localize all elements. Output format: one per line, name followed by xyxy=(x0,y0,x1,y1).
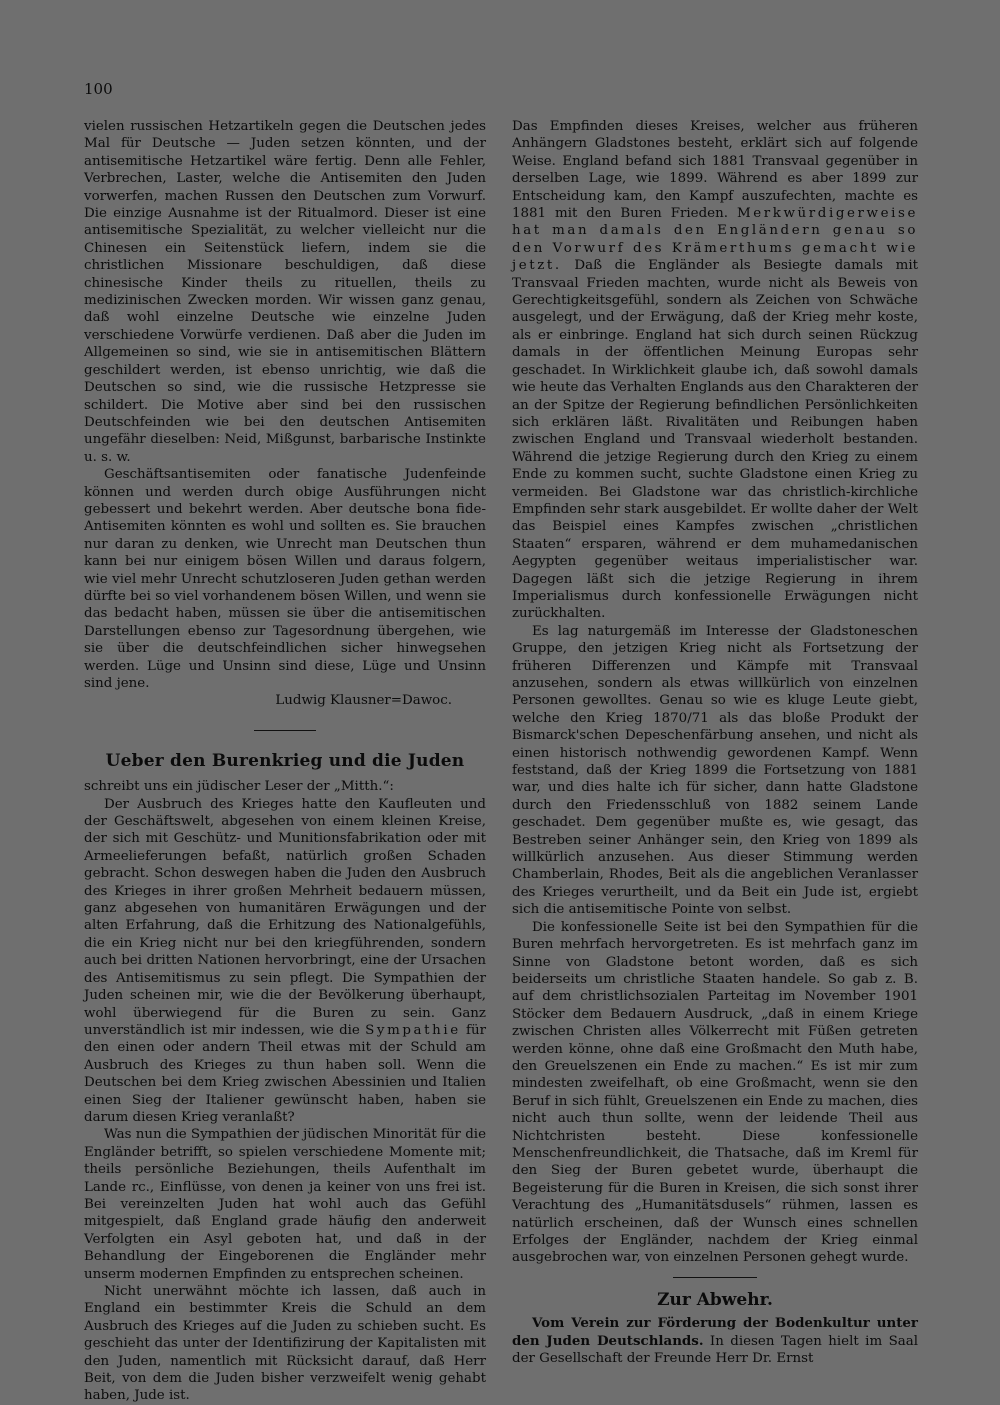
paragraph xyxy=(84,796,486,1127)
paragraph xyxy=(512,1315,918,1367)
paragraph: Geschäftsantisemiten oder fanatische Judenfeinde können und werden durch obige Ausführungen nicht gebessert und bekehrt werden. Aber deutsche bona fide-Antisemiten könnten es wohl und sollten es. Sie brauchen nur daran zu denken, wie Unrecht man Deutschen thun kann bei nur einigem bösen Willen und daraus folgern, wie viel mehr Unrecht schutzloseren Juden gethan werden dürfte bei so viel vorhandenem bösen Willen, und wenn sie das bedacht haben, müssen sie über die antisemitischen Darstellungen ebenso zur Tagesordnung übergehen, wie sie über die deutschfeindlichen sicher hinwegsehen werden. Lüge und Unsinn sind diese, Lüge und Unsinn sind jene. xyxy=(84,467,486,691)
text-run: In diesen Tagen hielt im Saal der Gesellschaft der Freunde Herr Dr. Ernst xyxy=(512,1333,918,1367)
page-number: 100 xyxy=(84,80,113,98)
paragraph: Es lag naturgemäß im Interesse der Gladstoneschen Gruppe, den jetzigen Krieg nicht als Fortsetzung der früheren Differenzen und Kämpfe mit Transvaal anzusehen, sondern als etwas willkürlich von einzelnen Personen gewolltes. Genau so wie es kluge Leute giebt, welche den Krieg 1870/71 als das bloße Produkt der Bismarck'schen Depeschenfärbung ansehen, und nicht als einen historisch nothwendig gewordenen Kampf. Wenn feststand, daß der Krieg 1899 die Fortsetzung von 1881 war, und dies halte ich für sicher, dann hatte Gladstone durch den Friedensschluß von 1882 seinem Lande geschadet. Dem gegenüber mußte es, wie gesagt, das Bestreben seiner Anhänger sein, den Krieg von 1899 als willkürlich anzusehen. Aus dieser Stimmung werden Chamberlain, Rhodes, Beit als die angeblichen Veranlasser des Krieges verurtheilt, und da Beit ein Jude ist, ergiebt sich die antisemitische Pointe von selbst. xyxy=(512,623,918,918)
paragraph: Die konfessionelle Seite ist bei den Sympathien für die Buren mehrfach hervorgetreten. Es ist mehrfach ganz im Sinne von Gladstone betont worden, daß es sich beiderseits um christliche Staaten handele. So gab z. B. auf dem christlichsozialen Parteitag im November 1901 Stöcker dem Bedauern Ausdruck, „daß in einem Kriege zwischen Christen alles Völkerrecht mit Füßen getreten werden könne, ohne daß eine Großmacht den Muth habe, den Greuelszenen ein Ende zu machen.“ Es ist mir zum mindesten zweifelhaft, ob eine Großmacht, wenn sie den Beruf in sich fühlt, Greuelszenen ein Ende zu machen, dies nicht auch thun sollte, wenn der leidende Theil aus Nichtchristen besteht. Diese konfessionelle Menschenfreundlichkeit, die Thatsache, daß im Kreml für den Sieg der Buren gebetet wurde, überhaupt die Begeisterung für die Buren in Kreisen, die sich sonst ihrer Verachtung des „Humanitätsdusels“ rühmen, lassen es natürlich erscheinen, daß der Wunsch eines schnellen Erfolges der Engländer, nachdem der Krieg einmal ausgebrochen war, von einzelnen Personen gehegt wurde. xyxy=(512,919,918,1266)
text-run: Der Ausbruch des Krieges hatte den Kaufleuten und der Geschäftswelt, abgesehen von einem kleinen Kreise, der sich mit Geschütz- und Munitionsfabrikation oder mit Armeelieferungen befaßt, natürlich großen Schaden gebracht. Schon deswegen haben die Juden den Ausbruch des Krieges in ihrer großen Mehrheit bedauern müssen, ganz abgesehen von humanitären Erwägungen und der alten Erfahrung, daß die Erhitzung des Nationalgefühls, die ein Krieg nicht nur bei den kriegführenden, sondern auch bei dritten Nationen hervorbringt, eine der Ursachen des Antisemitismus zu sein pflegt. Die Sympathien der Juden scheinen mir, wie die der Bevölkerung überhaupt, wohl überwiegend für die Buren zu sein. Ganz unverständlich ist mir indessen, wie die xyxy=(84,796,486,1038)
author-signature: Ludwig Klausner=Dawoc. xyxy=(275,693,452,709)
text-run: für den einen oder andern Theil etwas mit der Schuld am Ausbruch des Krieges zu thun haben soll. Wenn die Deutschen bei dem Krieg zwischen Abessinien und Italien einen Sieg der Italiener gewünscht haben, haben sie darum diesen Krieg veranlaßt? xyxy=(84,1022,486,1125)
section-divider xyxy=(673,1277,757,1278)
article-heading: Ueber den Burenkrieg und die Juden xyxy=(105,750,465,771)
paragraph: Was nun die Sympathien der jüdischen Minorität für die Engländer betrifft, so spielen verschiedene Momente mit; theils persönliche Beziehungen, theils Aufenthalt im Lande rc., Einflüsse, von denen ja keiner von uns frei ist. Bei vereinzelten Juden hat wohl auch das Gefühl mitgespielt, daß England grade häufig den anderweit Verfolgten ein Asyl geboten hat, und daß in der Behandlung der Eingeborenen die Engländer mehr unserm modernen Empfinden zu entsprechen scheinen. xyxy=(84,1127,486,1282)
paragraph: Nicht unerwähnt möchte ich lassen, daß auch in England ein bestimmter Kreis die Schuld an dem Ausbruch des Krieges auf die Juden zu schieben sucht. Es geschieht das unter der Identifizirung der Kapitalisten mit den Juden, namentlich mit Rücksicht darauf, daß Herr Beit, von dem die Juden bisher verzweifelt wenig gehabt haben, Jude ist. xyxy=(84,1284,486,1404)
left-column xyxy=(84,118,486,1405)
paragraph: schreibt uns ein jüdischer Leser der „Mitth.“: xyxy=(84,779,394,795)
section-heading: Zur Abwehr. xyxy=(657,1289,773,1310)
paragraph: vielen russischen Hetzartikeln gegen die Deutschen jedes Mal für Deutsche — Juden setzen könnten, und der antisemitische Hetzartikel wäre fertig. Denn alle Fehler, Verbrechen, Laster, welche die Antisemiten den Juden vorwerfen, machen Russen den Deutschen zum Vorwurf. Die einzige Ausnahme ist der Ritualmord. Dieser ist eine antisemitische Spezialität, zu welcher vielleicht nur die Chinesen ein Seitenstück liefern, indem sie die christlichen Missionare beschuldigen, daß diese chinesische Kinder theils zu rituellen, theils zu medizinischen Zwecken morden. Wir wissen ganz genau, daß wohl einzelne Deutsche wie einzelne Juden verschiedene Vorwürfe verdienen. Daß aber die Juden im Allgemeinen so sind, wie sie in antisemitischen Blättern geschildert werden, ist ebenso unrichtig, wie daß die Deutschen so sind, wie die russische Hetzpresse sie schildert. Die Motive aber sind bei den russischen Deutschfeinden wie bei den deutschen Antisemiten ungefähr dieselben: Neid, Mißgunst, barbarische Instinkte u. s. w. xyxy=(84,119,486,465)
section-divider xyxy=(254,730,316,731)
right-column xyxy=(512,118,918,1367)
text-run: Daß die Engländer als Besiegte damals mit Transvaal Frieden machten, wurde nicht als Beweis von Gerechtigkeitsgefühl, sondern als Zeichen von Schwäche ausgelegt, und der Erwägung, daß der Krieg mehr koste, als er einbringe. England hat sich durch seinen Rückzug damals in der öffentlichen Meinung Europas sehr geschadet. In Wirklichkeit glaube ich, daß sowohl damals wie heute das Verhalten Englands aus den Charakteren der an der Spitze der Regierung befindlichen Persönlichkeiten sich erklären läßt. Rivalitäten und Reibungen haben zwischen England und Transvaal wiederholt bestanden. Während die jetzige Regierung durch den Krieg zu einem Ende zu kommen sucht, suchte Gladstone einen Krieg zu vermeiden. Bei Gladstone war das christlich-kirchliche Empfinden sehr stark ausgebildet. Er wollte daher der Welt das Beispiel eines Kampfes zwischen „christlichen Staaten“ ersparen, während er dem muhamedanischen Aegypten gegenüber weitaus imperialistischer war. Dagegen läßt sich die jetzige Regierung in ihrem Imperialismus durch konfessionelle Erwägungen nicht zurückhalten. xyxy=(512,258,918,622)
text-run: Das Empfinden dieses Kreises, welcher aus früheren Anhängern Gladstones besteht, erklärt sich auf folgende Weise. England befand sich 1881 Transvaal gegenüber in derselben Lage, wie 1899. Während es aber 1899 zur Entscheidung kam, den Kampf auszufechten, machte es 1881 mit den Buren Frieden. xyxy=(512,119,918,222)
spaced-emphasis: Sympathie xyxy=(365,1022,461,1038)
spaced-emphasis: Merkwürdigerweise hat man damals den Engländern genau so den Vorwurf des Krämerthums gemacht wie jetzt. xyxy=(512,206,918,274)
paragraph xyxy=(512,118,918,623)
lead-in-heading: Vom Verein zur Förderung der Bodenkultur unter den Juden Deutschlands. xyxy=(512,1315,918,1349)
